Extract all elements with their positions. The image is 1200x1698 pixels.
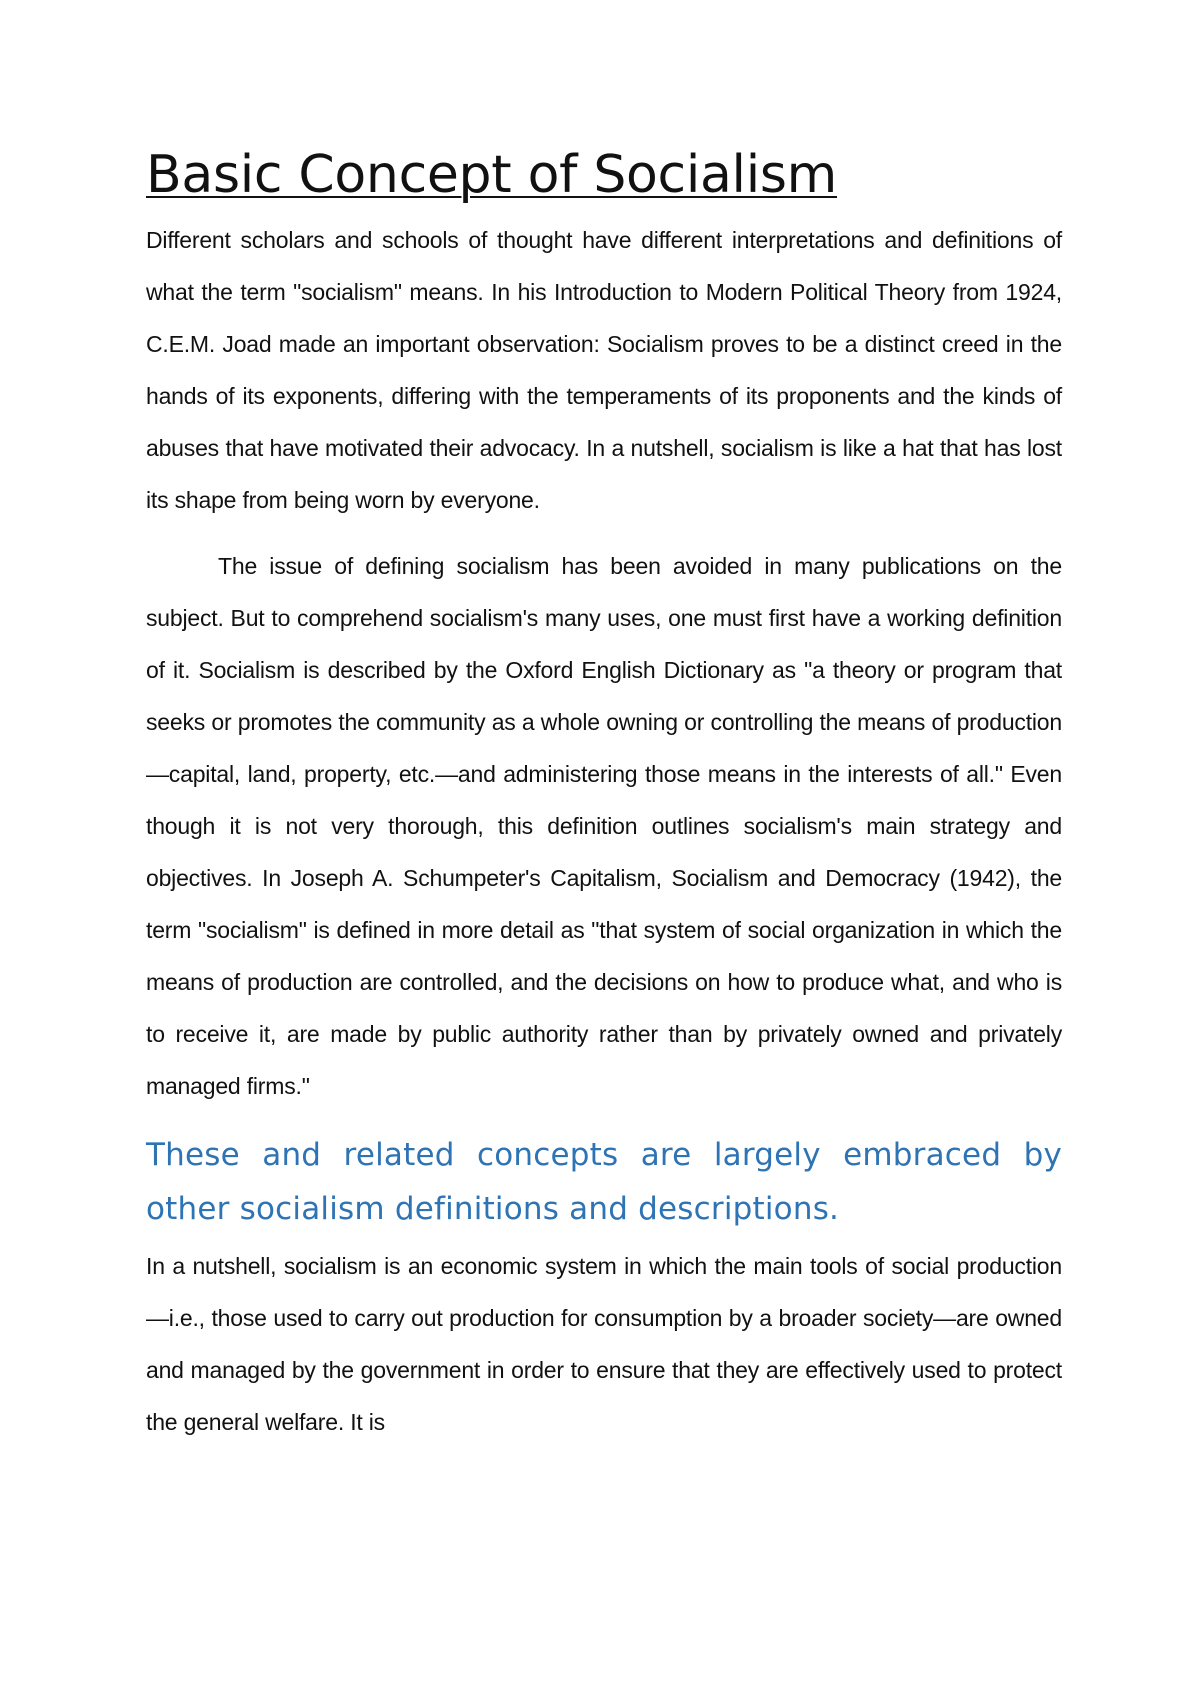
document-body bbox=[146, 144, 1062, 1448]
paragraph-definition: The issue of defining socialism has been avoided in many publications on the subject. But to comprehend socialism's many uses, one must first have a working definition of it. Socialism is described by the Oxford English Dictionary as "a theory or program that seeks or promotes the community as a whole owning or controlling the means of production—capital, land, property, etc.—and administering those means in the interests of all." Even though it is not very thorough, this definition outlines socialism's main strategy and objectives. In Joseph A. Schumpeter's Capitalism, Socialism and Democracy (1942), the term "socialism" is defined in more detail as "that system of social organization in which the means of production are controlled, and the decisions on how to produce what, and who is to receive it, are made by public authority rather than by privately owned and privately managed firms." bbox=[146, 553, 1062, 1099]
paragraph-intro: Different scholars and schools of thought have different interpretations and definitions of what the term "socialism" means. In his Introduction to Modern Political Theory from 1924, C.E.M. Joad made an important observation: Socialism proves to be a distinct creed in the hands of its exponents, differing with the temperaments of its proponents and the kinds of abuses that have motivated their advocacy. In a nutshell, socialism is like a hat that has lost its shape from being worn by everyone. bbox=[146, 227, 1062, 513]
paragraph-summary: In a nutshell, socialism is an economic system in which the main tools of social production—i.e., those used to carry out production for consumption by a broader society—are owned and managed by the government in order to ensure that they are effectively used to protect the general welfare. It is bbox=[146, 1253, 1062, 1435]
document-title: Basic Concept of Socialism bbox=[146, 145, 838, 205]
subheading: These and related concepts are largely embraced by other socialism definitions and descriptions. bbox=[146, 1137, 1062, 1227]
